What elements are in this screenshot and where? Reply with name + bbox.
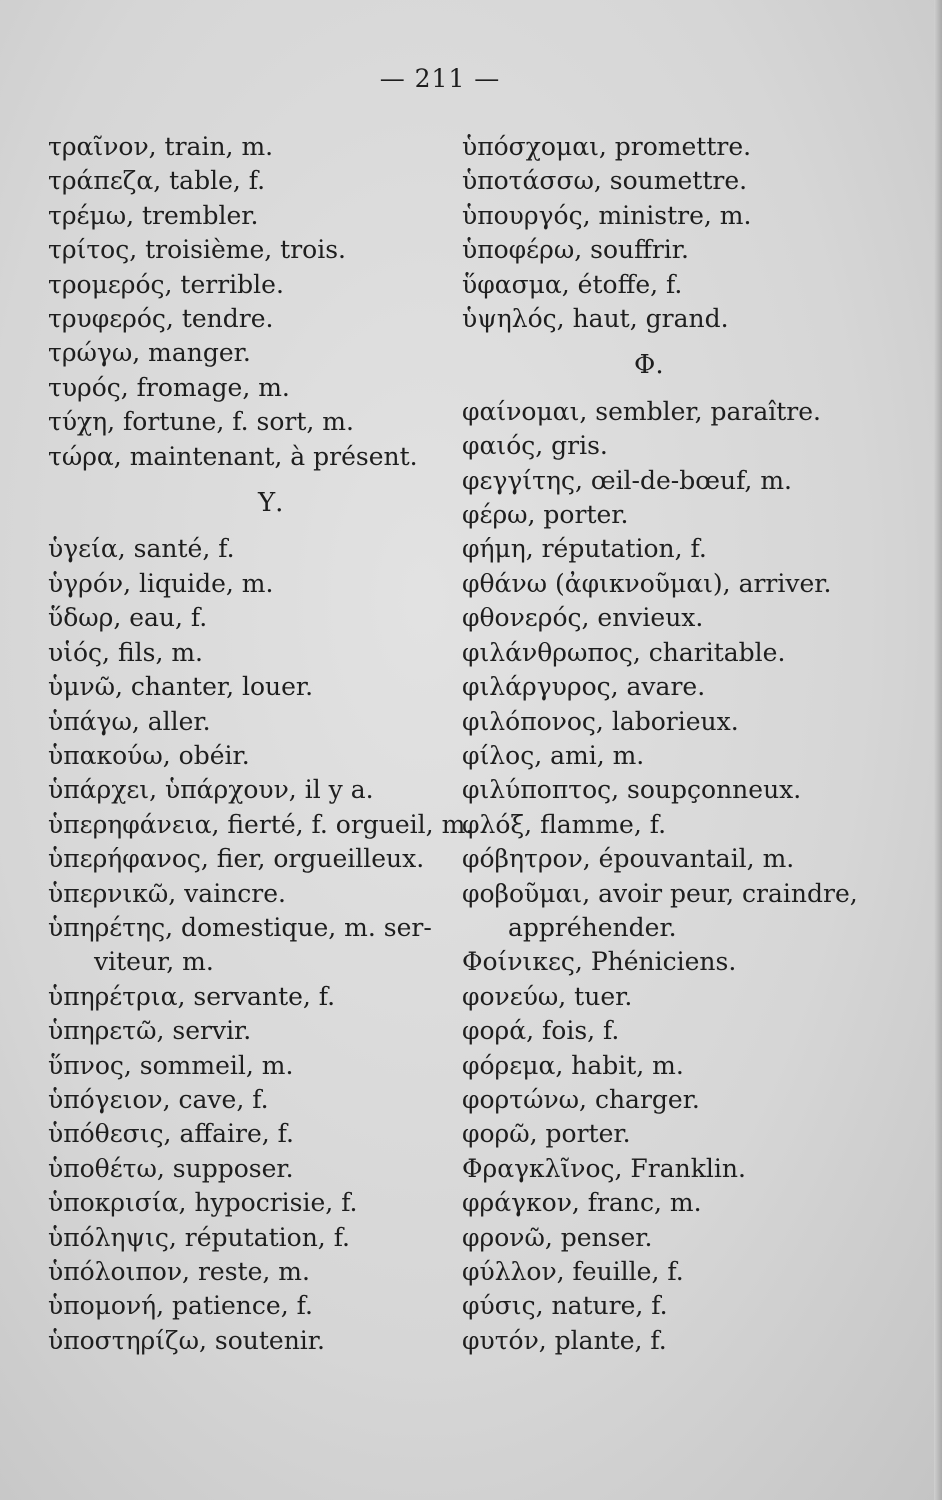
glossary-entry: φαίνομαι, sembler, paraître. bbox=[462, 396, 821, 426]
glossary-entry: φιλύποπτος, soupçonneux. bbox=[462, 775, 802, 805]
glossary-entry: φορῶ, porter. bbox=[462, 1119, 631, 1149]
glossary-entry: ὑψηλός, haut, grand. bbox=[462, 304, 729, 334]
glossary-entry: φιλάνθρωπος, charitable. bbox=[462, 637, 786, 667]
glossary-entry: ὑπόθεσις, affaire, f. bbox=[48, 1119, 294, 1149]
glossary-entry: φθάνω (ἀφικνοῦμαι), arriver. bbox=[462, 568, 832, 598]
glossary-entry: φρονῶ, penser. bbox=[462, 1222, 653, 1252]
glossary-entry: τράπεζα, table, f. bbox=[48, 166, 266, 196]
glossary-entry: φεγγίτης, œil-de-bœuf, m. bbox=[462, 465, 792, 495]
glossary-entry: ὑπακούω, obéir. bbox=[48, 740, 250, 770]
glossary-entry: ὑπουργός, ministre, m. bbox=[462, 200, 752, 230]
glossary-entry: φορτώνω, charger. bbox=[462, 1084, 700, 1114]
glossary-entry: Φραγκλῖνος, Franklin. bbox=[462, 1153, 746, 1183]
glossary-entry: τρυφερός, tendre. bbox=[48, 304, 274, 334]
glossary-entry: φράγκον, franc, m. bbox=[462, 1188, 702, 1218]
glossary-entry: ὑπηρέτης, domestique, m. ser- bbox=[48, 912, 432, 942]
glossary-entry: ὕφασμα, étoffe, f. bbox=[462, 269, 683, 299]
page-number: — 211 — bbox=[379, 64, 501, 93]
glossary-entry: φόβητρον, épouvantail, m. bbox=[462, 844, 795, 874]
glossary-entry: τρομερός, terrible. bbox=[48, 269, 284, 299]
page-edge bbox=[934, 0, 942, 1500]
glossary-entry: ὑγεία, santé, f. bbox=[48, 534, 235, 564]
section-heading-phi: Φ. bbox=[634, 350, 664, 381]
glossary-entry: ὑπηρέτρια, servante, f. bbox=[48, 981, 336, 1011]
glossary-entry: φύλλον, feuille, f. bbox=[462, 1257, 684, 1286]
glossary-entry: ὑπερνικῶ, vaincre. bbox=[48, 878, 287, 908]
glossary-entry: ὑπόγειον, cave, f. bbox=[48, 1084, 269, 1114]
glossary-entry: φήμη, réputation, f. bbox=[462, 534, 707, 564]
glossary-entry: φοβοῦμαι, avoir peur, craindre, bbox=[462, 878, 858, 908]
glossary-entry: ὑπομονή, patience, f. bbox=[48, 1291, 313, 1321]
glossary-entry: φαιός, gris. bbox=[462, 431, 608, 461]
glossary-entry-continuation: appréhender. bbox=[508, 912, 677, 942]
glossary-entry: υἱός, fils, m. bbox=[48, 637, 203, 667]
glossary-entry: ὕδωρ, eau, f. bbox=[48, 603, 208, 633]
glossary-entry: ὑποτάσσω, soumettre. bbox=[462, 166, 748, 196]
glossary-entry: φιλάργυρος, avare. bbox=[462, 672, 706, 702]
glossary-entry: ὑπόλοιπον, reste, m. bbox=[48, 1257, 310, 1286]
glossary-entry: φονεύω, tuer. bbox=[462, 981, 633, 1011]
glossary-entry: φλόξ, flamme, f. bbox=[462, 809, 667, 839]
glossary-entry: τραῖνον, train, m. bbox=[48, 132, 274, 161]
right-column bbox=[462, 130, 862, 1358]
glossary-entry: ὑποφέρω, souffrir. bbox=[462, 235, 689, 265]
glossary-entry: φορά, fois, f. bbox=[462, 1016, 620, 1046]
glossary-entry: τύχη, fortune, f. sort, m. bbox=[48, 407, 354, 437]
glossary-entry: ὑπερηφάνεια, fierté, f. orgueil, m. bbox=[48, 809, 474, 839]
glossary-entry: τρώγω, manger. bbox=[48, 338, 251, 368]
glossary-entry: φίλος, ami, m. bbox=[462, 740, 645, 770]
left-column bbox=[48, 130, 474, 1358]
glossary-entry: φιλόπονος, laborieux. bbox=[462, 706, 739, 736]
glossary-entry: φθονερός, envieux. bbox=[462, 603, 704, 633]
glossary-entry: φόρεμα, habit, m. bbox=[462, 1050, 684, 1080]
glossary-entry: ὑγρόν, liquide, m. bbox=[48, 568, 274, 598]
glossary-entry: ὑποστηρίζω, soutenir. bbox=[48, 1325, 325, 1355]
glossary-entry: ὕπνος, sommeil, m. bbox=[48, 1050, 294, 1080]
glossary-entry: ὑπόληψις, réputation, f. bbox=[48, 1222, 351, 1252]
glossary-entry: ὑπόσχομαι, promettre. bbox=[462, 132, 752, 161]
glossary-entry: φέρω, porter. bbox=[462, 500, 629, 530]
glossary-entry: τυρός, fromage, m. bbox=[48, 372, 290, 402]
glossary-entry: ὑπάρχει, ὑπάρχουν, il y a. bbox=[48, 775, 374, 805]
glossary-entry: τρέμω, trembler. bbox=[48, 200, 259, 230]
glossary-entry: φυτόν, plante, f. bbox=[462, 1325, 667, 1355]
glossary-entry: ὑπερήφανος, fier, orgueilleux. bbox=[48, 844, 425, 874]
section-heading-upsilon: Υ. bbox=[258, 488, 284, 519]
glossary-entry: τρίτος, troisième, trois. bbox=[48, 235, 346, 265]
glossary-entry: Φοίνικες, Phéniciens. bbox=[462, 947, 737, 977]
glossary-entry: ὑπηρετῶ, servir. bbox=[48, 1016, 252, 1046]
glossary-entry: ὑμνῶ, chanter, louer. bbox=[48, 672, 314, 702]
glossary-entry: ὑποθέτω, supposer. bbox=[48, 1153, 294, 1183]
glossary-entry: φύσις, nature, f. bbox=[462, 1291, 668, 1321]
glossary-entry: τώρα, maintenant, à présent. bbox=[48, 441, 418, 471]
glossary-entry: ὑπάγω, aller. bbox=[48, 706, 211, 736]
glossary-entry: ὑποκρισία, hypocrisie, f. bbox=[48, 1188, 358, 1218]
glossary-entry-continuation: viteur, m. bbox=[94, 947, 214, 977]
